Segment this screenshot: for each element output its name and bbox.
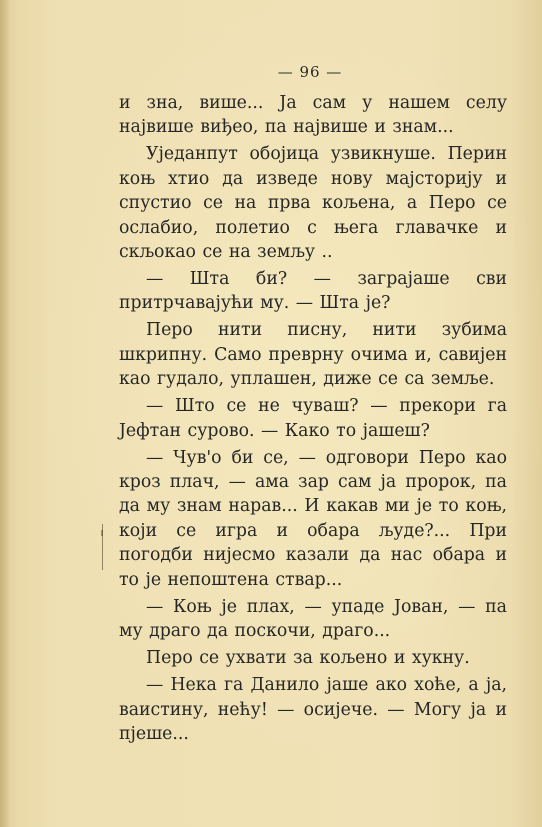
paragraph-4: Перо нити писну, нити зубима шкрипну. Само преврну очима и, савијен као гудало, уплашен, диже се са земље. (119, 320, 507, 390)
paragraph-9: — Нека га Данило јаше ако хоће, а ја, ваистину, нећу! — осијече. — Могу ја и пјеше... (119, 675, 507, 744)
paragraph-1: и зна, више... Ја сам у нашем селу највише виђео, па највише и знам... (119, 93, 507, 138)
paragraph-5: — Што се не чуваш? — прекори га Јефтан сурово. — Како то јашеш? (119, 396, 507, 441)
paragraph-2: Уједанпут обојица узвикнуше. Перин коњ хтио да изведе нову мајсторију и спустио се на прва кољена, а Перо се ослабио, полетио с њега главачке и скљокао се на земљу .. (119, 144, 507, 263)
paragraph-3: — Шта би? — заграјаше сви притрчавајући му. — Шта је? (119, 269, 507, 314)
page-number: — 96 — (277, 63, 343, 81)
paragraph-7: — Коњ је плах, — упаде Јован, — па му драго да поскочи, драго... (119, 596, 507, 642)
paragraph-6: — Чув'о би се, — одговори Перо као кроз плач, — ама зар сам ја пророк, па да му знам нарав... И какав ми је то коњ, који се игра и обара људе?... При погодби нијесмо казали да нас обара и то је непоштена ствар... (119, 447, 507, 590)
pencil-margin-mark (102, 524, 105, 570)
page-binding-shadow (0, 0, 10, 827)
paragraph-8: Перо се ухвати за кољено и хукну. (146, 648, 470, 669)
body-text (119, 91, 507, 746)
